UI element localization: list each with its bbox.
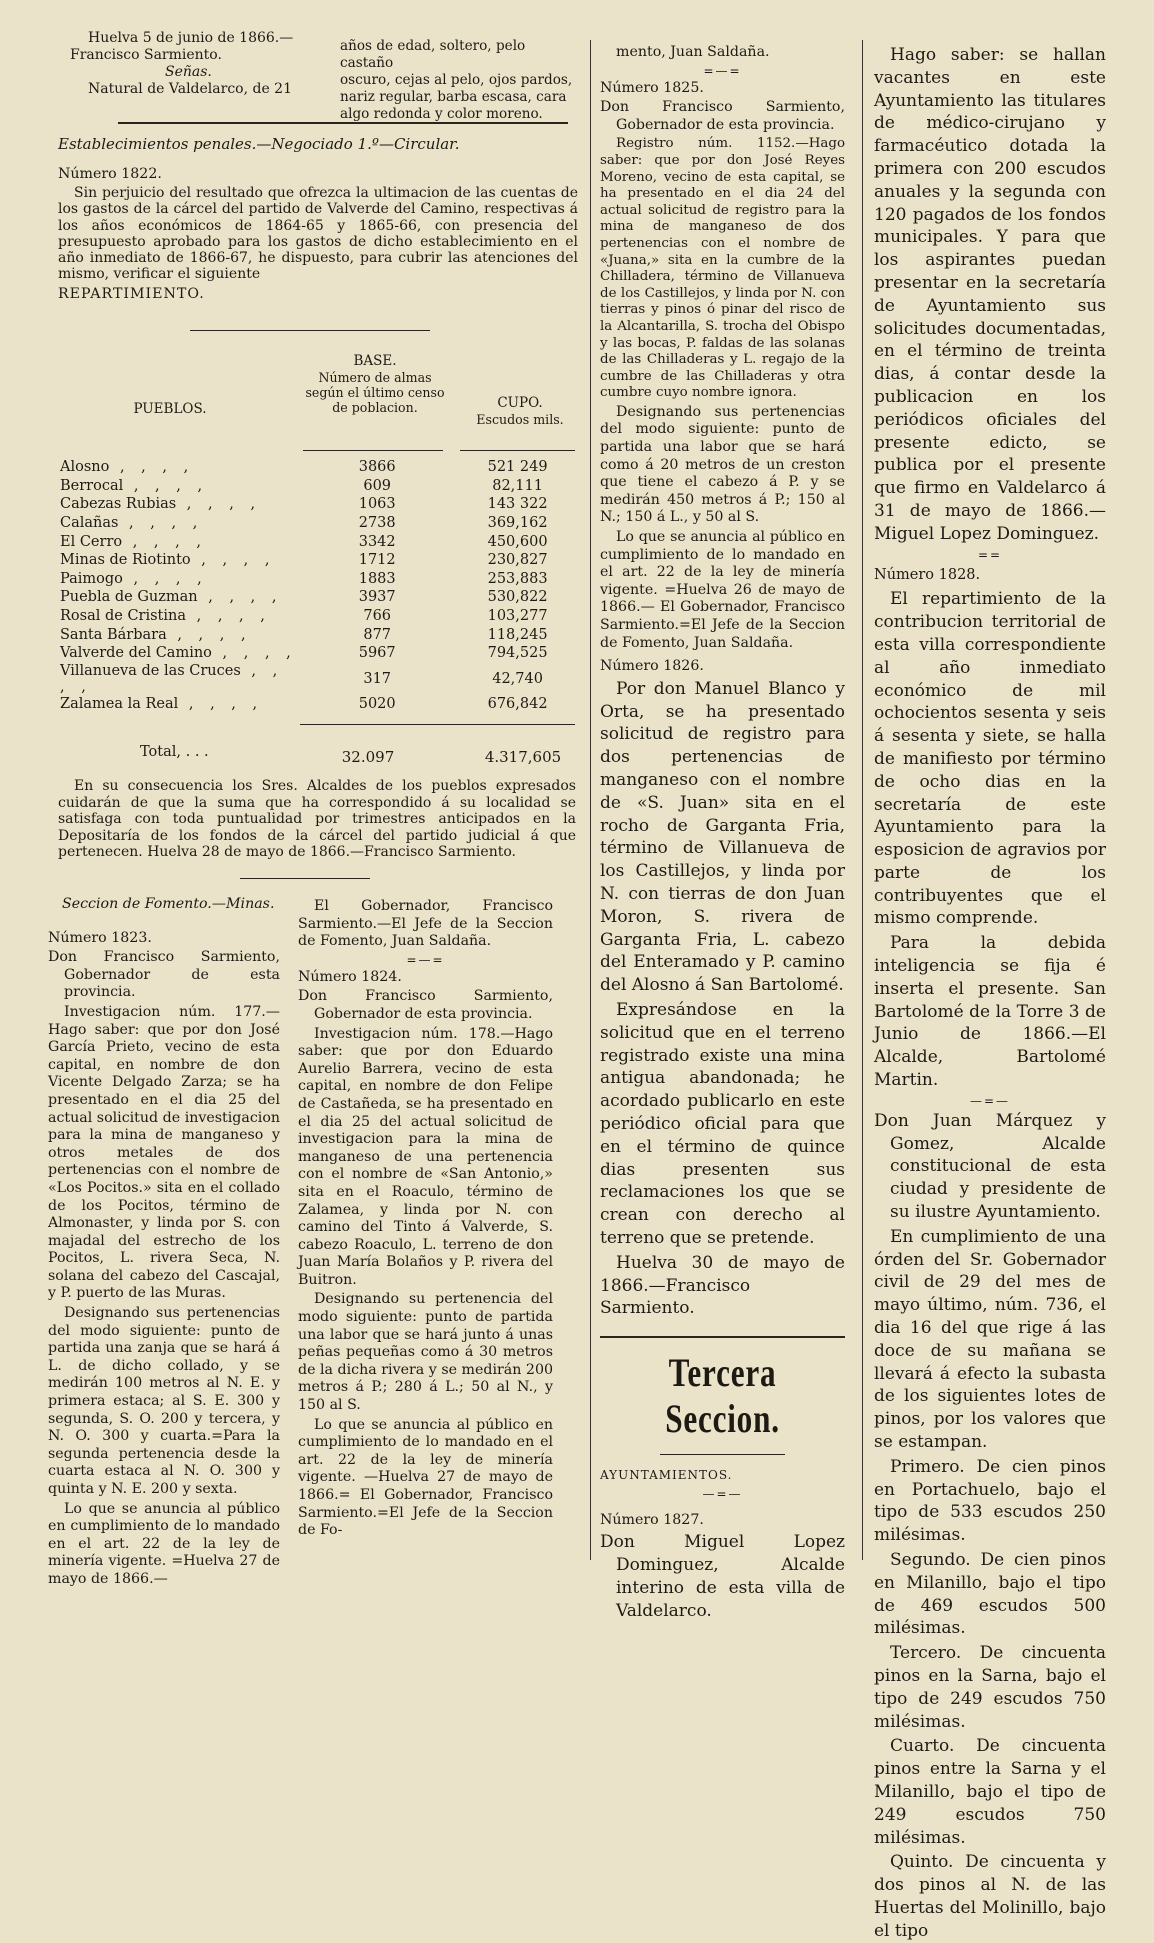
cupo-cell: 450,600: [487, 533, 548, 550]
pueblo-cell: Rosal de Cristina , , , ,: [60, 608, 271, 625]
top-rule: [118, 122, 568, 124]
n1823-designa: Designando sus pertenencias del modo siguiente: punto de partida una zanja que se hará á L. de dicho collado, y se medirán 100 metros al N. E. y primera estaca; al S. E. 300 y segunda, S. O. 200 y tercera, y N. O. 300 y cuarta.=Para la segunda pertenencia desde la cuarta estaca al N. O. 300 y quinta y N. E. 200 y sexta.: [48, 1305, 280, 1497]
cupo-cell: 82,111: [492, 477, 543, 494]
cupo-cell: 103,277: [487, 608, 548, 625]
column-divider-2: [862, 40, 863, 1560]
col4: [874, 44, 1106, 1941]
pueblo-cell: Alosno , , , ,: [60, 459, 195, 476]
base-cell: 1712: [358, 552, 396, 569]
penales-number: Número 1822.: [58, 165, 162, 182]
base-cell: 1883: [358, 570, 396, 587]
pueblo-cell: Valverde del Camino , , , ,: [60, 645, 297, 662]
n1826-body: Por don Manuel Blanco y Orta, se ha presentado solicitud de registro para dos pertenencias de manganeso con el nombre de «S. Juan» sita en el rocho de Garganta Fria, término de Villanueva de los Castillejos, y linda por N. con tierras de don Juan Moron, S. rivera de Garganta Fria, L. cabezo del Enteramado y P. camino del Alosno á San Bartolomé.: [600, 678, 845, 996]
penales-section: [58, 136, 578, 306]
lote-segundo: Segundo. De cien pinos en Milanillo, bajo el tipo de 469 escudos 500 milésimas.: [874, 1550, 1106, 1639]
pueblo-cell: Paimogo , , , ,: [60, 570, 208, 587]
cupo-cell: 42,740: [492, 670, 543, 687]
n1823-anuncio: Lo que se anuncia al público en cumplimiento de lo mandado en el art. 22 de la ley de minería vigente. =Huelva 27 de mayo de 1866.—: [48, 1500, 280, 1587]
n1827-number: Número 1827.: [600, 1511, 704, 1528]
repartimiento-table: [60, 458, 580, 713]
base-cell: 317: [363, 670, 392, 687]
n1825-anuncio: Lo que se anuncia al público en cumplimiento de lo mandado en el art. 22 de la ley de minería vigente. =Huelva 26 de mayo de 1866.— El Gobernador, Francisco Sarmiento.=El Jefe de la Seccion de Fomento, Juan Saldaña.: [600, 529, 845, 651]
leader-dots: , , , ,: [122, 570, 208, 587]
leader-dots: , , , ,: [176, 496, 262, 513]
leader-dots: , , , ,: [186, 608, 271, 625]
total-base: 32.097: [341, 748, 395, 766]
table-row: [60, 625, 580, 644]
top-notice-left: Huelva 5 de junio de 1866.— Francisco Sarmiento. Señas. Natural de Valdelarco, de 21: [70, 30, 294, 97]
leader-dots: , , , ,: [118, 515, 204, 532]
n1826-expresa: Expresándose en la solicitud que en el terreno registrado existe una mina antigua abandonada; he acordado publicarlo en este periódico oficial para que en el término de quince dias presenten sus reclamaciones los que se crean con derecho al terreno que se pretende.: [600, 999, 845, 1248]
separator: =—=: [703, 63, 742, 78]
leader-dots: , , , ,: [211, 645, 297, 662]
fomento-col2: [298, 898, 553, 1578]
table-row: [60, 477, 580, 496]
pueblo-cell: Calañas , , , ,: [60, 515, 204, 532]
vacantes-notice: Hago saber: se hallan vacantes en este Ayuntamiento las titulares de médico-cirujano y farmacéutico dotada la primera con 200 escudos anuales y la segunda con 120 pagados de los fondos municipales. Y para que los aspirantes puedan presentar en la secretaría de Ayuntamiento sus solicitudes documentadas, en el término de treinta dias, á contar desde la publicacion en los periódicos oficiales del presente edicto, se publica por el presente que firmo en Valdelarco á 31 de mayo de 1866.—Miguel Lopez Dominguez.: [874, 45, 1106, 544]
fomento-col1: [48, 896, 280, 1587]
cupo-cell: 676,842: [487, 695, 548, 712]
n1824-designa: Designando su pertenencia del modo siguiente: punto de partida una labor que se hará junto á unas peñas pequeñas como á 30 metros de la dicha rivera y se medirán 200 metros á P.; 280 á L.; 50 al N., y 150 al S.: [298, 1291, 553, 1414]
pueblo-cell: Zalamea la Real , , , ,: [60, 695, 264, 712]
table-row: [60, 458, 580, 477]
lote-quinto: Quinto. De cincuenta y dos pinos al N. de las Huertas del Molinillo, bajo el tipo: [874, 1852, 1106, 1941]
n1824-official: Don Francisco Sarmiento, Gobernador de esta provincia.: [298, 988, 553, 1022]
base-cell: 1063: [358, 496, 396, 513]
base-cell: 3937: [358, 589, 396, 606]
penales-closing: En su consecuencia los Sres. Alcaldes de los pueblos expresados cuidarán de que la suma que ha correspondido á su localidad se satisfaga con toda puntualidad por trimestres anticipados en la Depositaría de los fondos de la cárcel del partido judicial á que pertenecen. Huelva 28 de mayo de 1866.—Francisco Sarmiento.: [58, 778, 576, 860]
leader-dots: , , , ,: [190, 552, 276, 569]
n1828-body: El repartimiento de la contribucion territorial de esta villa correspondiente al año inmediato económico de mil ochocientos sesenta y seis á sesenta y siete, se halla de manifiesto por término de ocho dias en la secretaría de este Ayuntamiento para la esposicion de agravios por parte de los contribuyentes que el mismo comprende.: [874, 589, 1106, 929]
column-divider-1: [590, 40, 591, 1560]
separator: —=—: [969, 1093, 1011, 1108]
base-cell: 877: [363, 626, 392, 643]
n1823-sign: El Gobernador, Francisco Sarmiento.—El Jefe de la Seccion de Fomento, Juan Saldaña.: [298, 898, 553, 950]
total-rule: [300, 724, 575, 725]
n1825-number: Número 1825.: [600, 79, 704, 96]
table-row: [60, 644, 580, 663]
separator: —=—: [702, 1486, 743, 1501]
base-cell: 766: [363, 608, 392, 625]
n1825-designa: Designando sus pertenencias del modo siguiente: punto de partida una labor que se hará como á 20 metros de un creston que tiene el cabezo á P. y se medirán 450 metros á P.; 150 al N.; 150 á L., y 50 al S.: [600, 403, 845, 526]
table-row: [60, 570, 580, 589]
base-cell: 5020: [358, 695, 396, 712]
n1823-body: Investigacion núm. 177.—Hago saber: que por don José García Prieto, vecino de esta capital, en nombre de don Vicente Delgado Zarza; se ha presentado en el dia 25 del actual solicitud de investigacion para la mina de manganeso y otros metales de dos pertenencias con el nombre de «Los Pocitos.» sita en el collado de los Pocitos, término de Almonaster, y linda por S. con majadal del estrecho de los Pocitos, L. rivera Seca, N. solana del cabezo del Cascajal, y P. puerto de las Muras.: [48, 1003, 280, 1302]
leader-dots: , , , ,: [109, 459, 195, 476]
n1825-official: Don Francisco Sarmiento, Gobernador de esta provincia.: [600, 99, 845, 133]
table-row: [60, 588, 580, 607]
table-row: [60, 532, 580, 551]
penales-end-rule: [240, 878, 370, 879]
table-row: [60, 514, 580, 533]
n1824-number: Número 1824.: [298, 968, 402, 985]
lote-cuarto: Cuarto. De cincuenta pinos entre la Sarna y el Milanillo, bajo el tipo de 249 escudos 750 milésimas.: [874, 1736, 1106, 1848]
base-cell: 609: [363, 477, 392, 494]
leader-dots: , , , ,: [166, 626, 252, 643]
total-cupo: 4.317,605: [484, 748, 562, 766]
pueblo-cell: Santa Bárbara , , , ,: [60, 626, 252, 643]
pueblo-cell: Puebla de Guzman , , , ,: [60, 589, 283, 606]
penales-sub-rule: [190, 330, 430, 331]
penales-intro: Sin perjuicio del resultado que ofrezca la ultimacion de las cuentas de los gastos de la cárcel del partido de Valverde del Camino, respectivas á los años económicos de 1864-65 y 1865-66, con presencia del presupuesto aprobado para los gastos de dicho establecimiento en el año inmediato de 1866-67, he dispuesto, para cubrir las atenciones del mismo, verificar el siguiente: [58, 185, 578, 283]
n1826-number: Número 1826.: [600, 658, 704, 675]
table-row: [60, 663, 580, 695]
col-base-header: BASE. Número de almas según el último censo de poblacion.: [305, 353, 445, 415]
pueblo-cell: Cabezas Rubias , , , ,: [60, 496, 262, 513]
n1825-body: Registro núm. 1152.—Hago saber: que por don José Reyes Moreno, vecino de esta capital, se ha presentado en el dia 24 del actual solicitud de registro para la mina de manganeso de dos pertenencias con el nombre de «Juana,» sita en la cumbre de la Chilladera, término de Villanueva de los Castillejos, y linda por N. con tierras y pinos ó pinar del risco de la Alcantarilla, S. trocha del Obispo y las bocas, P. faldas de las solanas de las Chilladeras y L. regajo de la cumbre de las Chilladeras y otra cumbre cuyo nombre ignora.: [600, 136, 845, 401]
tercera-seccion-title: Tercera Seccion.: [665, 1350, 780, 1442]
marquez-official: Don Juan Márquez y Gomez, Alcalde constitucional de esta ciudad y presidente de su ilustre Ayuntamiento.: [874, 1110, 1106, 1223]
n1824-body: Investigacion núm. 178.—Hago saber: que por don Eduardo Aurelio Barrera, vecino de esta capital, en nombre de don Felipe de Castañeda, se ha presentado en el dia 25 del actual solicitud de investigacion para la mina de manganeso de una pertenencia con el nombre de «San Antonio,» sita en el Roaculo, término de Zalamea, y linda por N. con camino del Tinto á Valverde, S. cabezo Roaculo, L. terreno de don Juan María Bolaños y P. rivera del Buitron.: [298, 1025, 553, 1288]
section-rule: [600, 1336, 845, 1338]
base-header-rule: [303, 450, 443, 451]
table-row: [60, 495, 580, 514]
table-row: [60, 695, 580, 714]
cupo-cell: 118,245: [487, 626, 548, 643]
base-cell: 3866: [358, 459, 396, 476]
leader-dots: , , , ,: [60, 662, 284, 695]
cupo-header-rule: [460, 450, 575, 451]
table-row: [60, 607, 580, 626]
col3-continuation: mento, Juan Saldaña.: [616, 44, 770, 60]
n1828-number: Número 1828.: [874, 566, 981, 583]
base-cell: 5967: [358, 645, 396, 662]
top-notice-right: años de edad, soltero, pelo castaño oscuro, cejas al pelo, ojos pardos, nariz regular, barba escasa, cara algo redonda y color moreno.: [340, 38, 573, 122]
cupo-cell: 530,822: [487, 589, 548, 606]
cupo-cell: 369,162: [487, 515, 548, 532]
cupo-cell: 230,827: [487, 552, 548, 569]
n1827-official: Don Miguel Lopez Dominguez, Alcalde interino de esta villa de Valdelarco.: [600, 1532, 845, 1621]
cupo-cell: 143 322: [487, 496, 548, 513]
total-label: Total, . . .: [140, 744, 209, 760]
pueblo-cell: Minas de Riotinto , , , ,: [60, 552, 276, 569]
penales-closing-block: [58, 778, 576, 863]
col-cupo-header: CUPO. Escudos mils.: [476, 395, 564, 427]
n1826-block: [600, 678, 845, 1320]
n1828-para: Para la debida inteligencia se fija é inserta el presente. San Bartolomé de la Torre 3 de Junio de 1866.—El Alcalde, Bartolomé Martin.: [874, 933, 1106, 1091]
leader-dots: , , , ,: [197, 589, 283, 606]
cupo-cell: 521 249: [487, 459, 548, 476]
penales-subtitle: REPARTIMIENTO.: [58, 286, 205, 303]
marquez-body: En cumplimiento de una órden del Sr. Gobernador civil de 29 del mes de mayo último, núm. 736, el dia 16 del que rige á las doce de su mañana se llevará á efecto la subasta de los siguientes lotes de pinos, por los valores que se estampan.: [874, 1226, 1106, 1453]
col3: [600, 44, 845, 1621]
penales-header: Establecimientos penales.—Negociado 1.º—Circular.: [58, 135, 460, 153]
ayuntamientos-header: AYUNTAMIENTOS.: [600, 1468, 733, 1483]
pueblo-cell: Villanueva de las Cruces , , , ,: [60, 662, 284, 695]
base-cell: 2738: [358, 515, 396, 532]
col-pueblos-header: PUEBLOS.: [133, 401, 207, 417]
leader-dots: , , , ,: [123, 477, 209, 494]
n1823-official: Don Francisco Sarmiento, Gobernador de esta provincia.: [48, 949, 280, 1001]
n1823-number: Número 1823.: [48, 929, 152, 946]
n1824-anuncio: Lo que se anuncia al público en cumplimiento de lo mandado en el art. 22 de la ley de minería vigente. —Huelva 27 de mayo de 1866.= El Gobernador, Francisco Sarmiento.=El Jefe de la Seccion de Fo-: [298, 1416, 553, 1539]
n1826-sign: Huelva 30 de mayo de 1866.—Francisco Sarmiento.: [600, 1252, 845, 1319]
base-cell: 3342: [358, 533, 396, 550]
cupo-cell: 794,525: [487, 645, 548, 662]
table-row: [60, 551, 580, 570]
cupo-cell: 253,883: [487, 570, 548, 587]
separator: =—=: [406, 952, 445, 967]
title-underline: [660, 1454, 785, 1455]
pueblo-cell: El Cerro , , , ,: [60, 533, 207, 550]
fomento-header: Seccion de Fomento.—Minas.: [62, 896, 275, 912]
separator: ==: [977, 547, 1003, 562]
lote-primero: Primero. De cien pinos en Portachuelo, bajo el tipo de 533 escudos 250 milésimas.: [874, 1456, 1106, 1546]
leader-dots: , , , ,: [178, 695, 264, 712]
pueblo-cell: Berrocal , , , ,: [60, 477, 209, 494]
leader-dots: , , , ,: [122, 533, 207, 550]
lote-tercero: Tercero. De cincuenta pinos en la Sarna, bajo el tipo de 249 escudos 750 milésimas.: [874, 1643, 1106, 1732]
